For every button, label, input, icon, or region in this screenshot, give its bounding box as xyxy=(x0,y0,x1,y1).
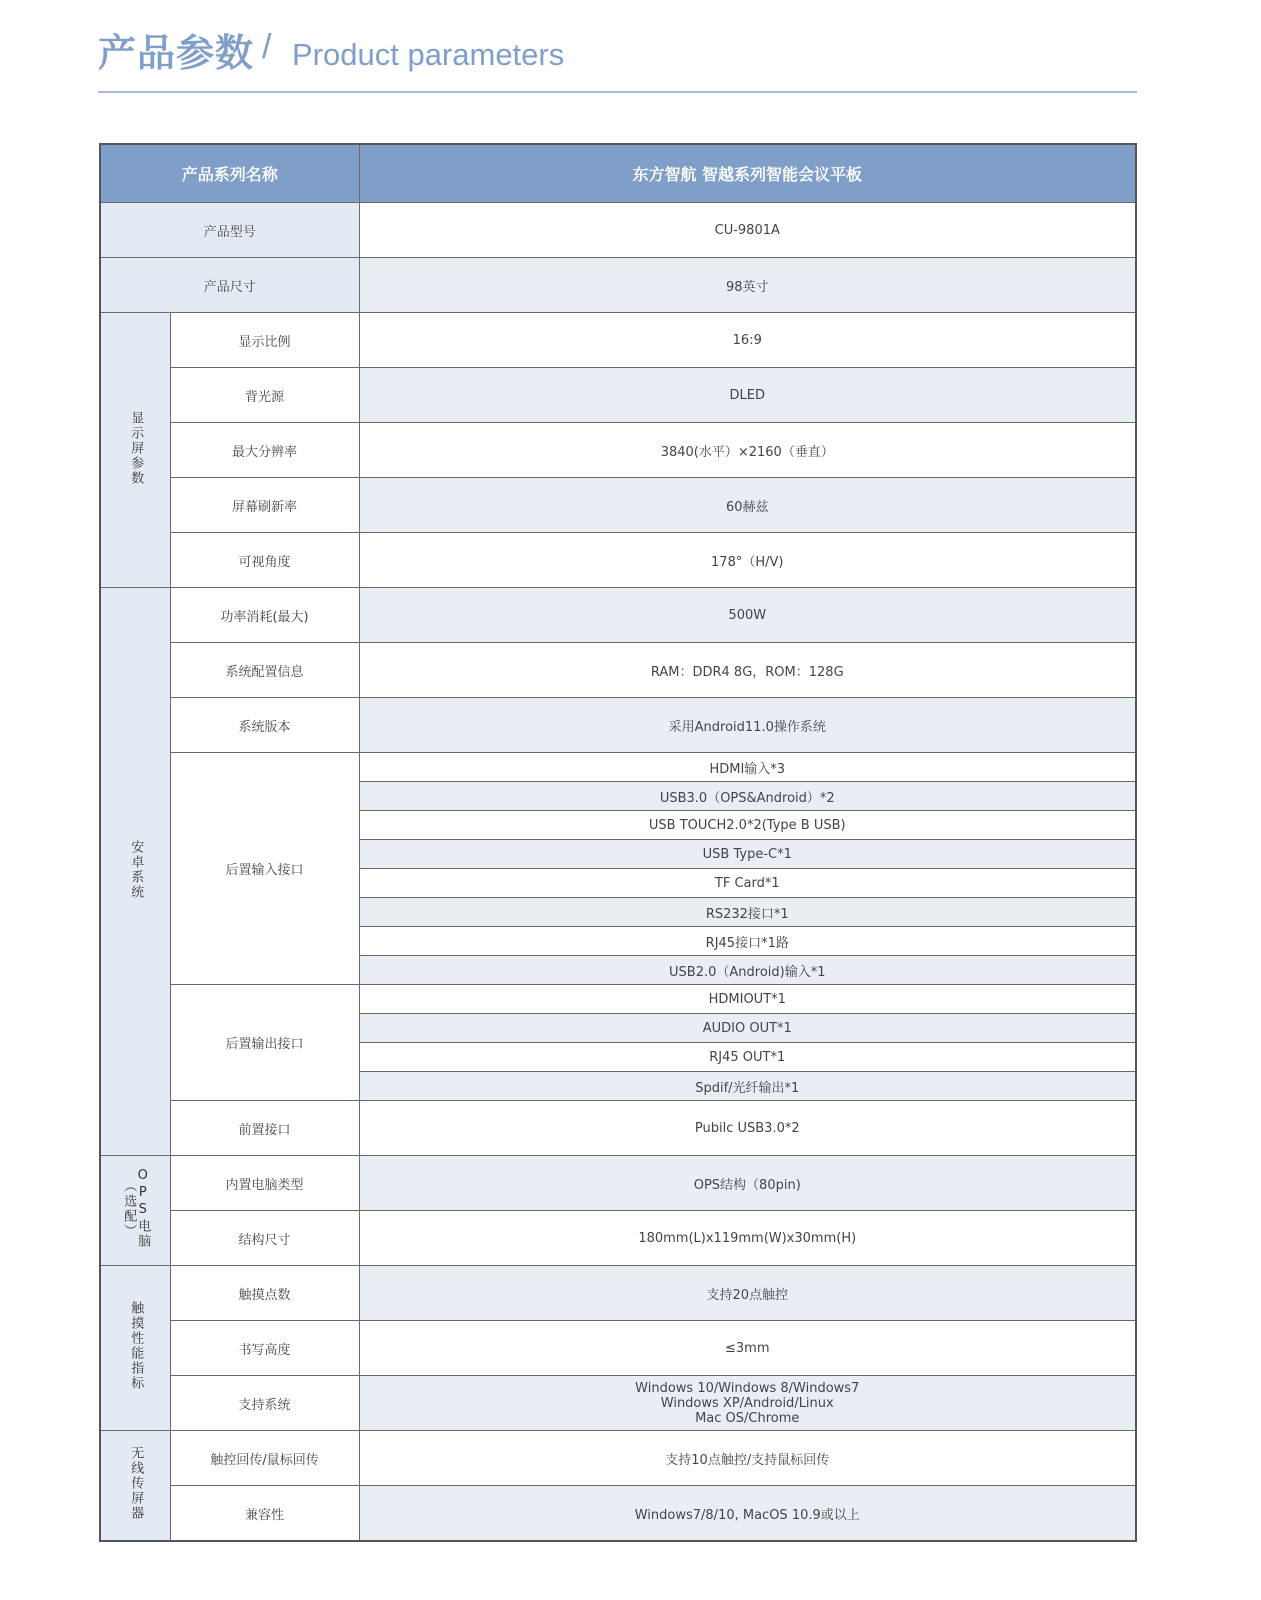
row-value: RAM：DDR4 8G，ROM：128G xyxy=(359,643,1136,698)
group-label-android xyxy=(100,588,170,1156)
row-value: RS232接口*1 xyxy=(359,898,1136,927)
group-text: 显示屏参数 xyxy=(128,410,144,486)
row-value: HDMI输入*3 xyxy=(359,753,1136,782)
row-value: Windows7/8/10, MacOS 10.9或以上 xyxy=(359,1486,1136,1542)
row-label: 兼容性 xyxy=(170,1486,359,1542)
group-label-display xyxy=(100,313,170,588)
row-label: 最大分辨率 xyxy=(170,423,359,478)
row-label: 后置输出接口 xyxy=(170,985,359,1101)
table-row xyxy=(100,1211,1136,1266)
row-label: 结构尺寸 xyxy=(170,1211,359,1266)
group-text: 触摸性能指标 xyxy=(128,1301,144,1391)
group-text: OPS电脑（选配） xyxy=(121,1168,151,1249)
os-line: Mac OS/Chrome xyxy=(695,1410,800,1426)
row-value: 98英寸 xyxy=(359,258,1136,313)
header-value: 东方智航 智越系列智能会议平板 xyxy=(359,144,1136,203)
table-row xyxy=(100,533,1136,588)
row-value: RJ45 OUT*1 xyxy=(359,1043,1136,1072)
group-label-touch xyxy=(100,1266,170,1431)
table-row xyxy=(100,423,1136,478)
row-value: 178°（H/V) xyxy=(359,533,1136,588)
row-label: 显示比例 xyxy=(170,313,359,368)
row-label: 产品尺寸 xyxy=(100,258,359,313)
table-row xyxy=(100,368,1136,423)
row-label: 后置输入接口 xyxy=(170,753,359,985)
row-value: 支持10点触控/支持鼠标回传 xyxy=(359,1431,1136,1486)
row-value: 500W xyxy=(359,588,1136,643)
row-label: 触摸点数 xyxy=(170,1266,359,1321)
table-row xyxy=(100,258,1136,313)
row-value: 180mm(L)x119mm(W)x30mm(H) xyxy=(359,1211,1136,1266)
row-label: 前置接口 xyxy=(170,1101,359,1156)
row-value: HDMIOUT*1 xyxy=(359,985,1136,1014)
table-row xyxy=(100,985,1136,1014)
table-row xyxy=(100,478,1136,533)
table-row xyxy=(100,1486,1136,1542)
row-label: 触控回传/鼠标回传 xyxy=(170,1431,359,1486)
title-divider xyxy=(98,91,1137,93)
row-label: 系统版本 xyxy=(170,698,359,753)
row-value: CU-9801A xyxy=(359,203,1136,258)
group-label-wireless xyxy=(100,1431,170,1542)
row-label: 功率消耗(最大) xyxy=(170,588,359,643)
row-value: USB2.0（Android)输入*1 xyxy=(359,956,1136,985)
table-row xyxy=(100,313,1136,368)
row-value: Pubilc USB3.0*2 xyxy=(359,1101,1136,1156)
title-separator: / xyxy=(262,28,272,66)
table-header-row xyxy=(100,144,1136,203)
table-row xyxy=(100,753,1136,782)
header-label: 产品系列名称 xyxy=(100,144,359,203)
row-value: 60赫兹 xyxy=(359,478,1136,533)
table-row xyxy=(100,698,1136,753)
row-value: OPS结构（80pin) xyxy=(359,1156,1136,1211)
row-value: USB TOUCH2.0*2(Type B USB) xyxy=(359,811,1136,840)
row-value: AUDIO OUT*1 xyxy=(359,1014,1136,1043)
row-value: DLED xyxy=(359,368,1136,423)
row-label: 背光源 xyxy=(170,368,359,423)
spec-table xyxy=(99,143,1137,1542)
table-row xyxy=(100,1266,1136,1321)
page-subtitle: Product parameters xyxy=(292,37,565,72)
row-value: Spdif/光纤输出*1 xyxy=(359,1072,1136,1101)
group-text: 无线传屏器 xyxy=(128,1446,144,1521)
row-value: USB Type-C*1 xyxy=(359,840,1136,869)
table-row xyxy=(100,588,1136,643)
row-label: 系统配置信息 xyxy=(170,643,359,698)
table-row xyxy=(100,1156,1136,1211)
os-line: Windows 10/Windows 8/Windows7 xyxy=(635,1380,860,1396)
row-label: 产品型号 xyxy=(100,203,359,258)
row-value: USB3.0（OPS&Android）*2 xyxy=(359,782,1136,811)
group-text: 安卓系统 xyxy=(128,839,144,900)
row-value: 采用Android11.0操作系统 xyxy=(359,698,1136,753)
row-value: 支持20点触控 xyxy=(359,1266,1136,1321)
row-value: RJ45接口*1路 xyxy=(359,927,1136,956)
table-row xyxy=(100,1431,1136,1486)
row-value: TF Card*1 xyxy=(359,869,1136,898)
page-title: 产品参数 xyxy=(98,31,255,75)
row-label: 屏幕刷新率 xyxy=(170,478,359,533)
table-row xyxy=(100,1101,1136,1156)
row-label: 可视角度 xyxy=(170,533,359,588)
table-row xyxy=(100,1321,1136,1376)
row-value: 16:9 xyxy=(359,313,1136,368)
table-row xyxy=(100,1376,1136,1431)
row-value: ≤3mm xyxy=(359,1321,1136,1376)
row-value: 3840(水平）×2160（垂直） xyxy=(359,423,1136,478)
row-label: 内置电脑类型 xyxy=(170,1156,359,1211)
table-row xyxy=(100,203,1136,258)
row-value-multiline xyxy=(359,1376,1136,1431)
row-label: 支持系统 xyxy=(170,1376,359,1431)
group-label-ops xyxy=(100,1156,170,1266)
row-label: 书写高度 xyxy=(170,1321,359,1376)
table-row xyxy=(100,643,1136,698)
os-line: Windows XP/Android/Linux xyxy=(660,1395,834,1411)
